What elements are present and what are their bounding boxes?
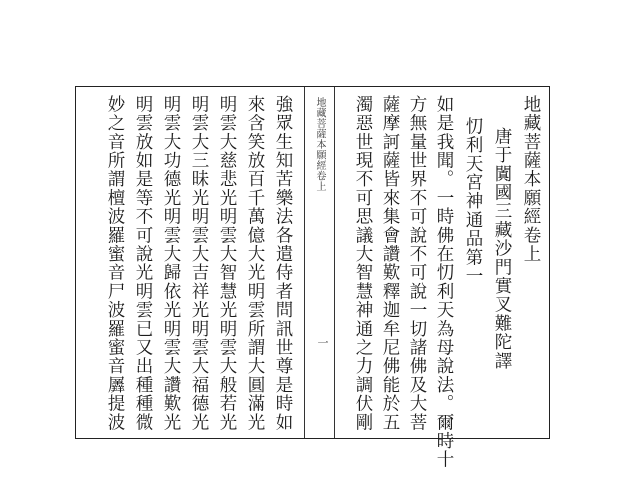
text-column-11: 明雲大三昧光明雲大吉祥光明雲大福德光 bbox=[189, 95, 209, 432]
text-column-13: 明雲放如是等不可說光明雲已又出種種微 bbox=[133, 95, 153, 432]
margin-title: 地藏菩薩本願經卷上 bbox=[314, 97, 325, 192]
text-column-1: 地藏菩薩本願經卷上 bbox=[521, 95, 541, 264]
gutter-rule-right bbox=[334, 87, 335, 438]
text-column-14: 妙之音所謂檀波羅蜜音尸波羅蜜音羼提波 bbox=[105, 95, 125, 432]
text-column-8: 強眾生知苦樂法各遣侍者問訊世尊是時如 bbox=[273, 95, 293, 432]
page-frame bbox=[75, 86, 550, 469]
text-column-4: 如是我聞。一時佛在忉利天為母說法。爾時十 bbox=[434, 95, 454, 469]
margin-page-number: 一 bbox=[316, 337, 329, 348]
text-column-10: 明雲大慈悲光明雲大智慧光明雲大般若光 bbox=[217, 95, 237, 432]
text-column-5: 方無量世界不可說不可說一切諸佛及大菩 bbox=[407, 95, 427, 432]
gutter-rule-left bbox=[304, 87, 305, 438]
text-column-2: 唐于闐國三藏沙門實叉難陀譯 bbox=[492, 127, 512, 371]
text-column-3: 忉利天宮神通品第一 bbox=[463, 117, 483, 286]
text-column-12: 明雲大功德光明雲大歸依光明雲大讚歎光 bbox=[161, 95, 181, 432]
text-column-9: 來含笑放百千萬億大光明雲所謂大圓滿光 bbox=[245, 95, 265, 432]
text-column-7: 濁惡世現不可思議大智慧神通之力調伏剛 bbox=[353, 95, 373, 432]
text-column-6: 薩摩訶薩皆來集會讚歎釋迦牟尼佛能於五 bbox=[380, 95, 400, 432]
